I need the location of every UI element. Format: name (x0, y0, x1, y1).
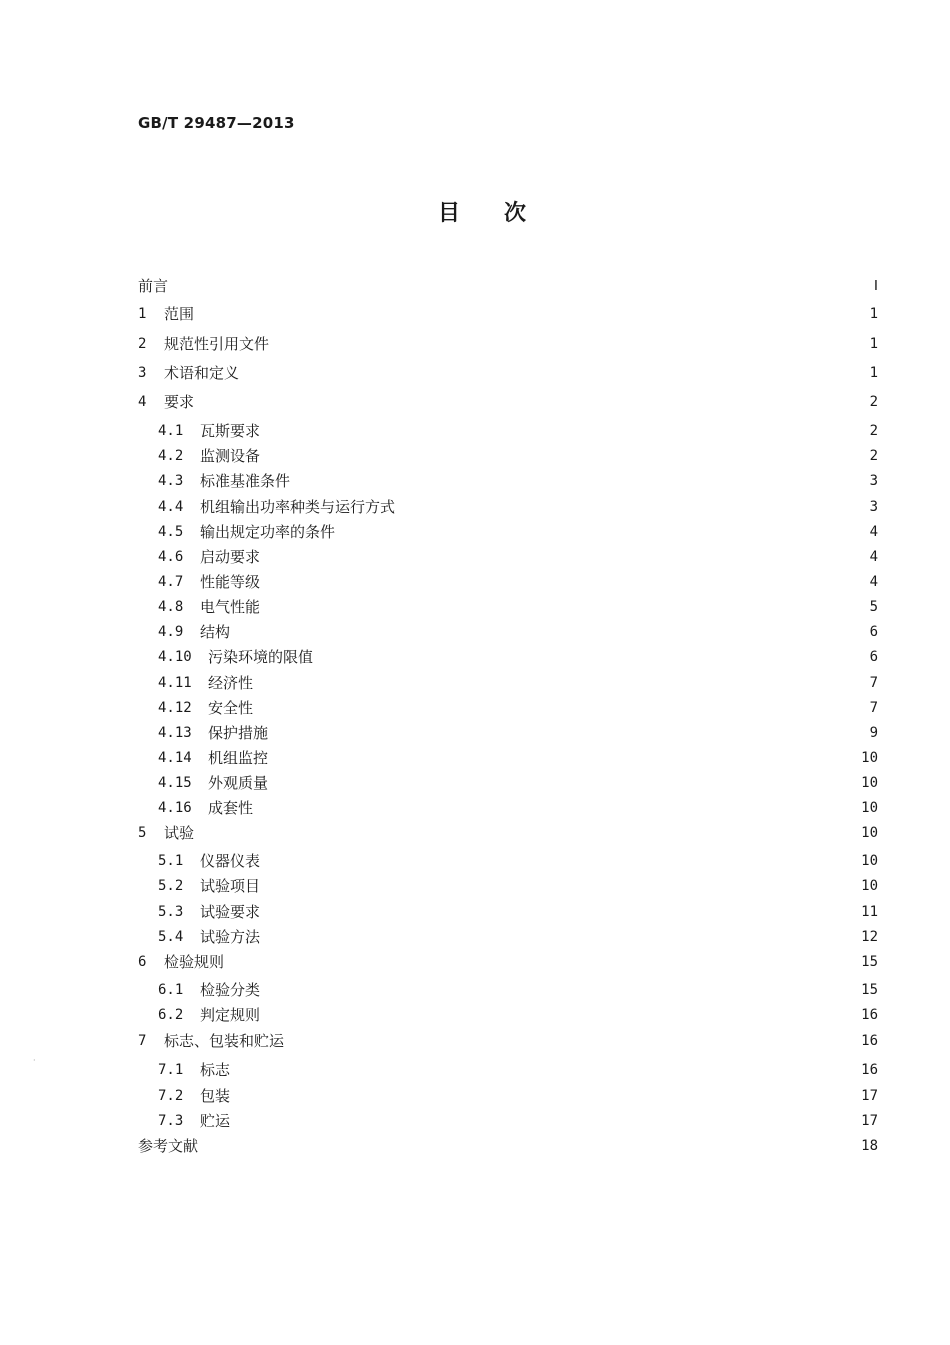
toc-entry-label: 机组监控 (208, 749, 269, 767)
toc-entry-page: 10 (861, 800, 878, 816)
toc-leader-dots (317, 646, 862, 668)
toc-entry-number: 4.6 (158, 549, 184, 565)
toc-entry[interactable] (138, 951, 878, 973)
toc-entry-number: 4.9 (158, 624, 184, 640)
toc-leader-dots (264, 1004, 855, 1026)
toc-entry[interactable] (158, 1004, 878, 1026)
toc-entry-page: 2 (869, 394, 878, 410)
toc-entry-page: 15 (861, 954, 878, 970)
toc-entry-number: 4.4 (158, 499, 184, 515)
toc-leader-dots (264, 546, 862, 568)
toc-entry[interactable] (158, 521, 878, 543)
toc-entry[interactable] (158, 1085, 878, 1107)
toc-entry-page: 10 (861, 825, 878, 841)
toc-entry[interactable] (138, 362, 878, 384)
toc-entry-number: 7.1 (158, 1062, 184, 1078)
toc-entry-label: 监测设备 (200, 447, 261, 465)
toc-entry-page: 1 (869, 365, 878, 381)
toc-entry-label: 试验项目 (200, 877, 261, 895)
toc-entry-page: 10 (861, 878, 878, 894)
toc-entry[interactable] (138, 333, 878, 355)
toc-entry-page: 5 (869, 599, 878, 615)
toc-entry-number: 7.3 (158, 1113, 184, 1129)
toc-entry-number: 4.1 (158, 423, 184, 439)
toc-entry-page: 11 (861, 904, 878, 920)
toc-entry-page: 2 (869, 448, 878, 464)
toc-entry-label: 术语和定义 (164, 364, 240, 382)
toc-entry[interactable] (158, 445, 878, 467)
toc-entry[interactable] (158, 797, 878, 819)
toc-entry-page: 12 (861, 929, 878, 945)
toc-entry-number: 5.4 (158, 929, 184, 945)
toc-entry-number: 3 (138, 365, 147, 381)
toc-entry-page: 18 (861, 1138, 878, 1154)
toc-leader-dots (288, 1030, 855, 1052)
toc-entry-number: 4.11 (158, 675, 192, 691)
toc-entry-label: 贮运 (200, 1112, 231, 1130)
toc-entry-label: 成套性 (208, 799, 254, 817)
toc-entry-number: 6.1 (158, 982, 184, 998)
toc-entry[interactable] (138, 303, 878, 325)
standard-code: GB/T 29487—2013 (138, 114, 295, 132)
toc-leader-dots (198, 822, 855, 844)
toc-leader-dots (172, 275, 862, 297)
toc-entry[interactable] (158, 596, 878, 618)
toc-entry-page: 4 (869, 549, 878, 565)
toc-leader-dots (264, 979, 855, 1001)
toc-entry-page: 3 (869, 499, 878, 515)
toc-entry-number: 2 (138, 336, 147, 352)
toc-entry[interactable] (158, 850, 878, 872)
toc-entry-number: 4.15 (158, 775, 192, 791)
toc-entry-number: 5.2 (158, 878, 184, 894)
toc-entry-label: 试验要求 (200, 903, 261, 921)
toc-entry-number: 4.14 (158, 750, 192, 766)
toc-entry[interactable] (158, 546, 878, 568)
toc-entry-number: 4.13 (158, 725, 192, 741)
toc-entry[interactable] (158, 646, 878, 668)
toc-entry-page: 17 (861, 1088, 878, 1104)
toc-entry-label: 输出规定功率的条件 (200, 523, 336, 541)
toc-entry[interactable] (138, 1135, 878, 1157)
toc-leader-dots (198, 303, 862, 325)
toc-leader-dots (228, 951, 855, 973)
toc-entry-label: 包装 (200, 1087, 231, 1105)
toc-entry-label: 规范性引用文件 (164, 335, 270, 353)
toc-entry-label: 安全性 (208, 699, 254, 717)
toc-entry-number: 4.3 (158, 473, 184, 489)
toc-entry-number: 4.7 (158, 574, 184, 590)
toc-leader-dots (257, 797, 855, 819)
toc-leader-dots (264, 445, 862, 467)
toc-entry-page: Ⅰ (873, 278, 878, 294)
toc-entry[interactable] (158, 926, 878, 948)
toc-entry[interactable] (158, 1059, 878, 1081)
toc-entry[interactable] (158, 772, 878, 794)
toc-leader-dots (234, 621, 862, 643)
toc-entry-page: 10 (861, 775, 878, 791)
toc-entry-number: 7 (138, 1033, 147, 1049)
toc-entry-page: 7 (869, 675, 878, 691)
toc-entry-page: 4 (869, 524, 878, 540)
toc-entry-number: 6.2 (158, 1007, 184, 1023)
toc-leader-dots (272, 747, 855, 769)
toc-entry-number: 4.16 (158, 800, 192, 816)
toc-entry-page: 16 (861, 1033, 878, 1049)
toc-entry-page: 1 (869, 306, 878, 322)
toc-leader-dots (339, 521, 862, 543)
toc-leader-dots (264, 926, 855, 948)
toc-leader-dots (294, 470, 862, 492)
toc-leader-dots (272, 722, 862, 744)
toc-entry-label: 保护措施 (208, 724, 269, 742)
toc-entry[interactable] (158, 722, 878, 744)
toc-entry-label: 污染环境的限值 (208, 648, 314, 666)
toc-entry-page: 16 (861, 1007, 878, 1023)
toc-entry-page: 9 (869, 725, 878, 741)
toc-entry-page: 6 (869, 624, 878, 640)
toc-leader-dots (264, 420, 862, 442)
toc-entry-number: 5.1 (158, 853, 184, 869)
toc-entry-label: 电气性能 (200, 598, 261, 616)
toc-entry-label: 启动要求 (200, 548, 261, 566)
toc-entry-page: 4 (869, 574, 878, 590)
toc-entry-page: 17 (861, 1113, 878, 1129)
toc-entry-number: 4.10 (158, 649, 192, 665)
toc-entry-label: 性能等级 (200, 573, 261, 591)
toc-entry-label: 经济性 (208, 674, 254, 692)
toc-entry-label: 要求 (164, 393, 195, 411)
toc-entry[interactable] (158, 901, 878, 923)
toc-entry[interactable] (138, 822, 878, 844)
toc-entry-label: 标准基准条件 (200, 472, 291, 490)
toc-entry-label: 判定规则 (200, 1006, 261, 1024)
page-title: 目次 (437, 201, 570, 226)
toc-entry[interactable] (158, 697, 878, 719)
toc-entry-number: 4.5 (158, 524, 184, 540)
toc-leader-dots (264, 571, 862, 593)
toc-leader-dots (272, 772, 855, 794)
toc-entry-label: 瓦斯要求 (200, 422, 261, 440)
toc-entry[interactable] (158, 420, 878, 442)
toc-entry[interactable] (158, 747, 878, 769)
toc-leader-dots (202, 1135, 855, 1157)
toc-leader-dots (264, 596, 862, 618)
toc-entry[interactable] (158, 979, 878, 1001)
toc-entry-page: 16 (861, 1062, 878, 1078)
toc-entry-number: 4.2 (158, 448, 184, 464)
toc-leader-dots (399, 496, 862, 518)
toc-entry-label: 试验方法 (200, 928, 261, 946)
toc-entry[interactable] (138, 275, 878, 297)
toc-leader-dots (273, 333, 862, 355)
toc-entry-page: 10 (861, 853, 878, 869)
toc-leader-dots (257, 697, 862, 719)
toc-entry[interactable] (158, 672, 878, 694)
scan-speck: · (33, 1056, 36, 1065)
toc-entry-page: 10 (861, 750, 878, 766)
toc-leader-dots (234, 1085, 855, 1107)
toc-entry[interactable] (158, 1110, 878, 1132)
toc-entry-number: 5.3 (158, 904, 184, 920)
toc-entry[interactable] (138, 1030, 878, 1052)
toc-leader-dots (234, 1110, 855, 1132)
toc-entry[interactable] (158, 470, 878, 492)
toc-entry-number: 1 (138, 306, 147, 322)
toc-entry-label: 机组输出功率种类与运行方式 (200, 498, 396, 516)
toc-entry-number: 4 (138, 394, 147, 410)
toc-entry-number: 4.8 (158, 599, 184, 615)
toc-entry-label: 参考文献 (138, 1137, 199, 1155)
toc-entry-number: 6 (138, 954, 147, 970)
toc-entry-label: 结构 (200, 623, 231, 641)
toc-entry-label: 标志、包装和贮运 (164, 1032, 285, 1050)
toc-entry-label: 外观质量 (208, 774, 269, 792)
toc-leader-dots (264, 850, 855, 872)
toc-leader-dots (234, 1059, 855, 1081)
toc-entry-label: 标志 (200, 1061, 231, 1079)
toc-entry-number: 7.2 (158, 1088, 184, 1104)
toc-entry-number: 5 (138, 825, 147, 841)
toc-entry-number: 4.12 (158, 700, 192, 716)
toc-leader-dots (264, 901, 855, 923)
toc-entry[interactable] (158, 496, 878, 518)
toc-entry[interactable] (158, 621, 878, 643)
toc-leader-dots (264, 875, 855, 897)
toc-entry[interactable] (158, 571, 878, 593)
toc-entry-label: 试验 (164, 824, 195, 842)
toc-entry-page: 2 (869, 423, 878, 439)
toc-entry[interactable] (158, 875, 878, 897)
toc-entry[interactable] (138, 391, 878, 413)
toc-entry-label: 前言 (138, 277, 169, 295)
toc-entry-label: 范围 (164, 305, 195, 323)
toc-entry-page: 7 (869, 700, 878, 716)
toc-entry-label: 检验规则 (164, 953, 225, 971)
toc-entry-label: 仪器仪表 (200, 852, 261, 870)
toc-entry-page: 3 (869, 473, 878, 489)
toc-leader-dots (243, 362, 862, 384)
toc-leader-dots (198, 391, 862, 413)
toc-entry-page: 15 (861, 982, 878, 998)
toc-leader-dots (257, 672, 862, 694)
toc-entry-page: 6 (869, 649, 878, 665)
toc-entry-page: 1 (869, 336, 878, 352)
toc-entry-label: 检验分类 (200, 981, 261, 999)
